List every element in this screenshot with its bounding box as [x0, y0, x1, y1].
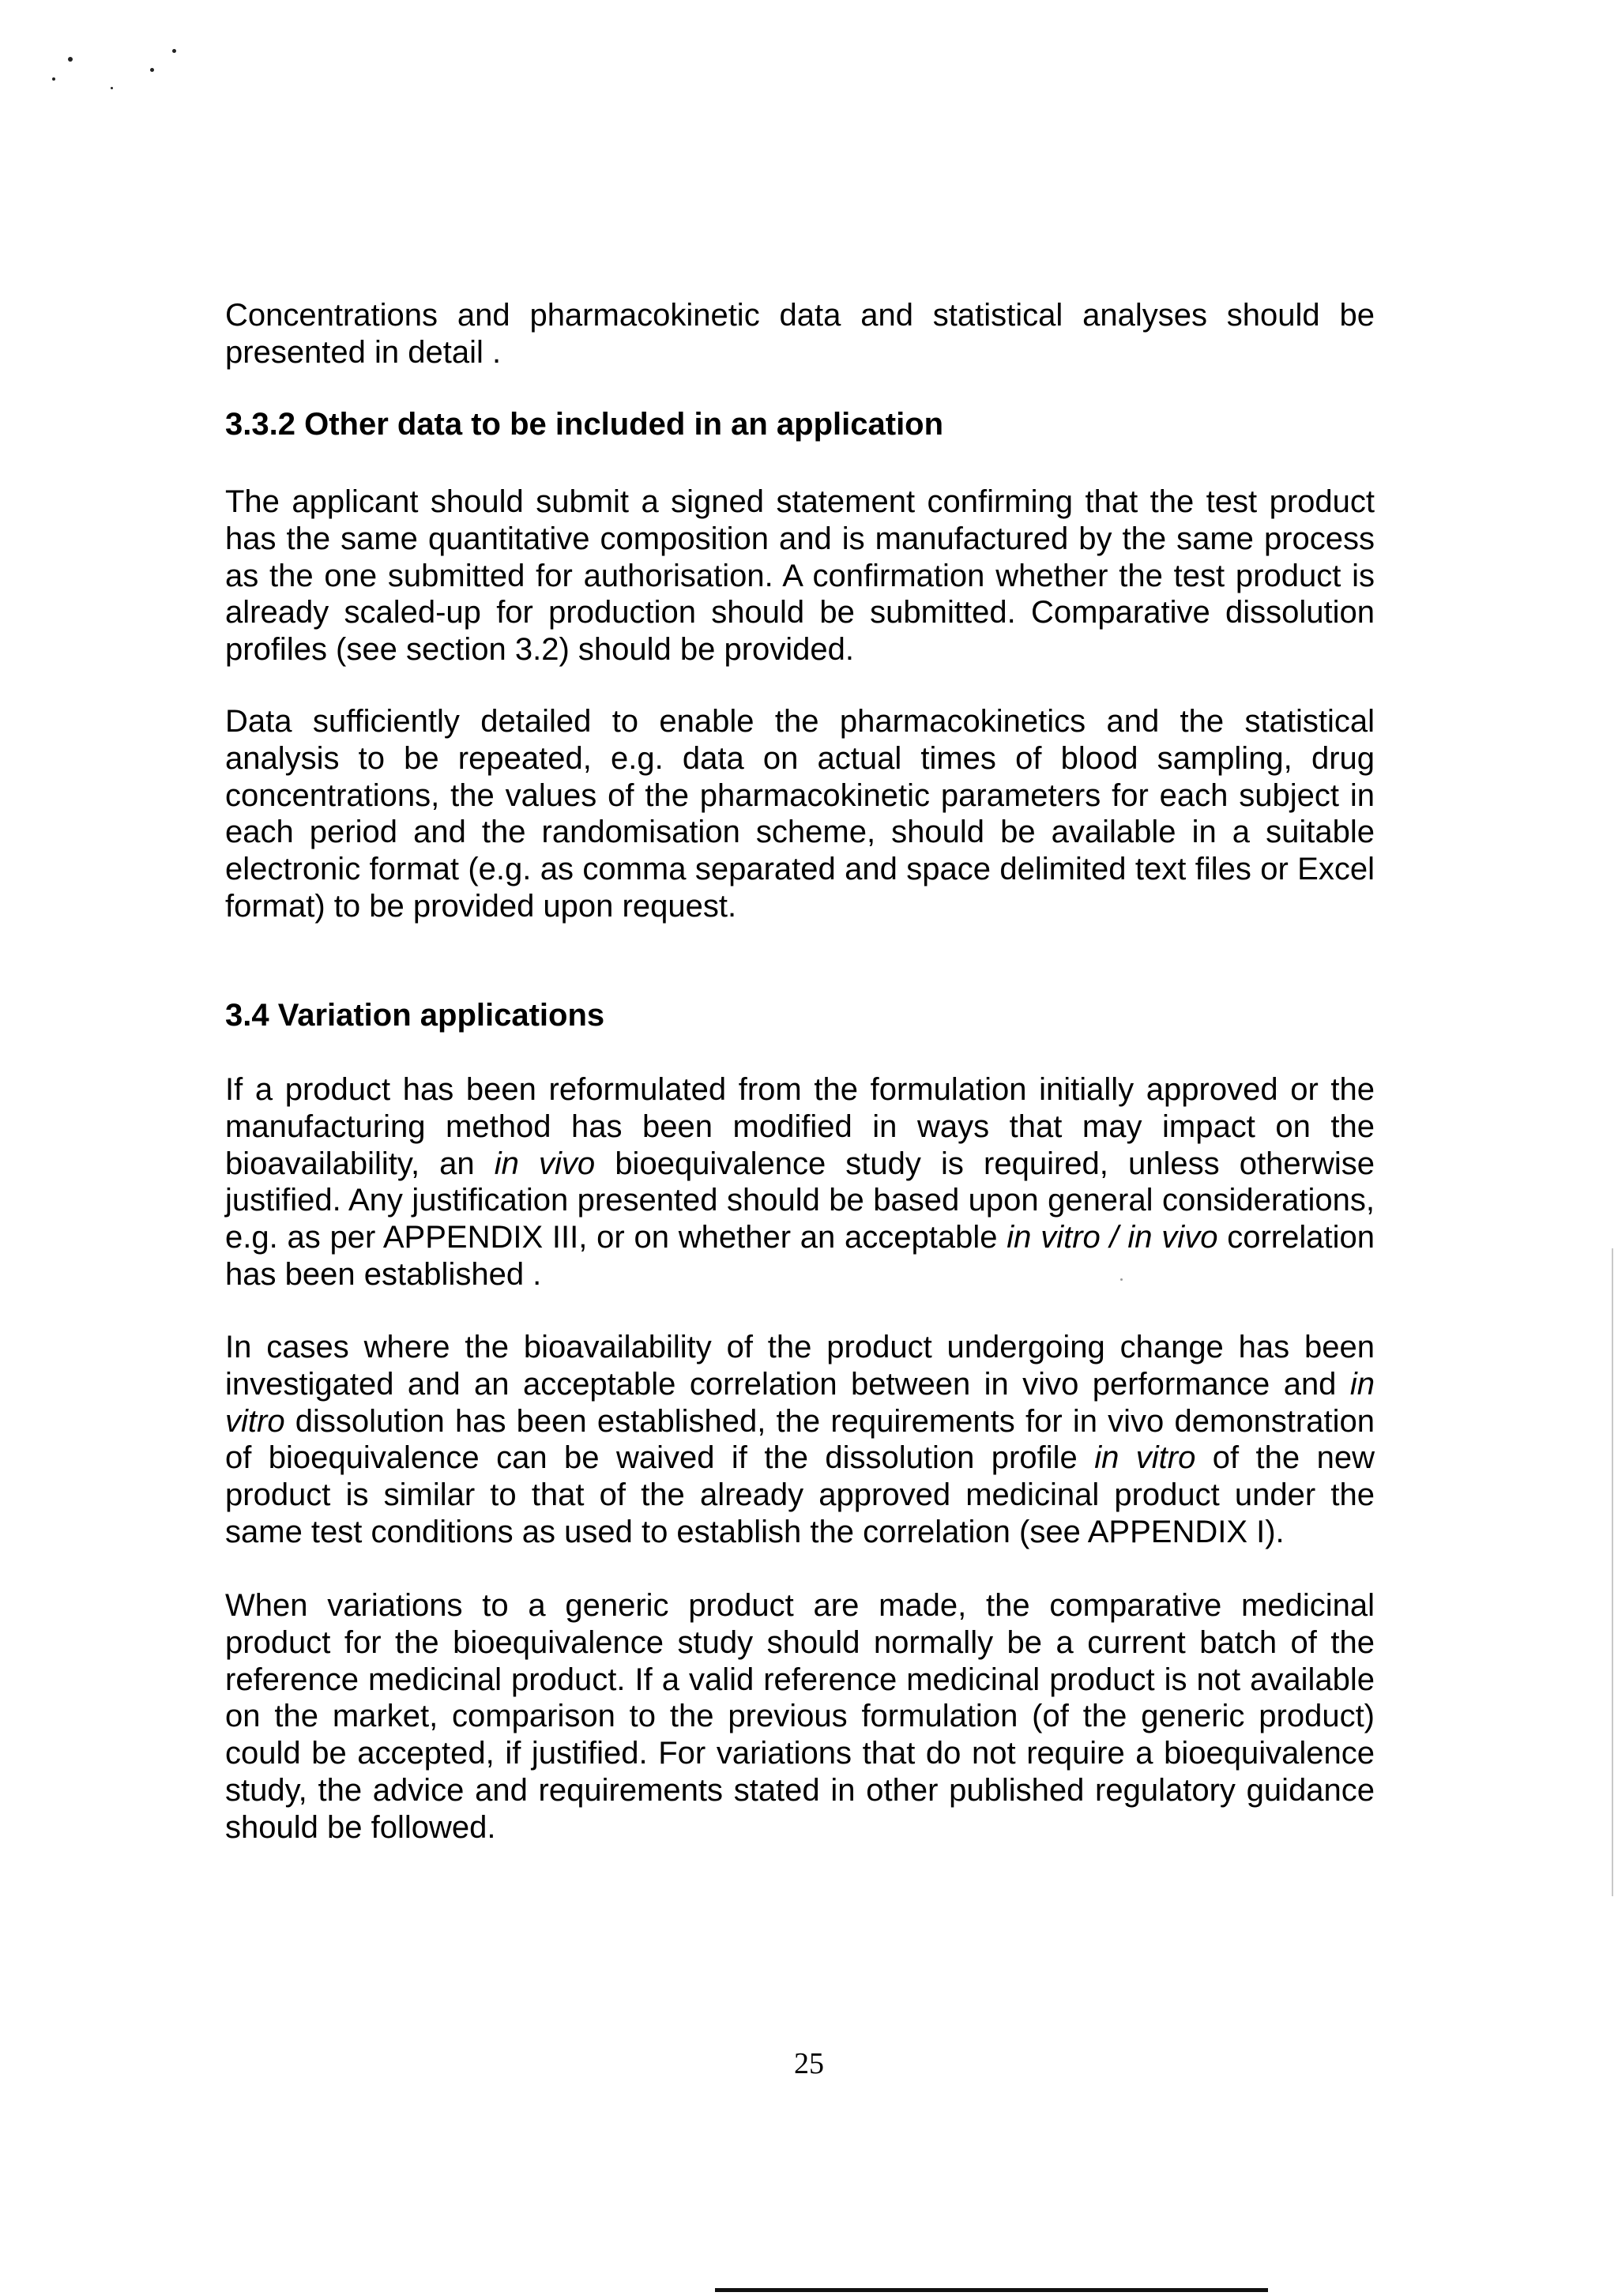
paragraph-text: dissolution has been established, the requirements for in vivo demonstration of bioequivalence can be waived if the dissolution profile [225, 1403, 1375, 1476]
paragraph-text: In cases where the bioavailability of the product undergoing change has been investigated and an acceptable correlation between in vivo performance and [225, 1330, 1375, 1402]
scan-speck [111, 87, 113, 89]
section-3-4-paragraph-2 [225, 1329, 1375, 1551]
paragraph-text: correlation has been established . [225, 1220, 1375, 1292]
italic-term: in vitro [225, 1366, 1375, 1439]
bottom-rule [715, 2288, 1268, 2292]
page-number: 25 [794, 2047, 824, 2080]
section-heading-3-4: 3.4 Variation applications [225, 998, 605, 1033]
italic-term: in vitro / in vivo [1007, 1220, 1218, 1255]
italic-term: in vitro [1094, 1440, 1196, 1476]
paragraph-text: of the new product is similar to that of the already approved medicinal product under the same test conditions as used to establish the correlation (see APPENDIX I). [225, 1440, 1375, 1549]
section-3-3-2-paragraph-1: The applicant should submit a signed statement confirming that the test product has the same quantitative composition and is manufactured by the same process as the one submitted for authorisation. A confirmation whether the test product is already scaled-up for production should be submitted. Comparative dissolution profiles (see section 3.2) should be provided. [225, 484, 1375, 668]
paragraph-text: If a product has been reformulated from the formulation initially approved or the manufacturing method has been modified in ways that may impact on the bioavailability, an [225, 1072, 1375, 1181]
section-heading-3-3-2: 3.3.2 Other data to be included in an application [225, 407, 944, 442]
section-3-4-paragraph-1 [225, 1071, 1375, 1293]
section-3-3-2-paragraph-2: Data sufficiently detailed to enable the pharmacokinetics and the statistical analysis to be repeated, e.g. data on actual times of blood sampling, drug concentrations, the values of the pharmacokinetic parameters for each subject in each period and the randomisation scheme, should be available in a suitable electronic format (e.g. as comma separated and space delimited text files or Excel format) to be provided upon request. [225, 704, 1375, 924]
scan-speck [172, 49, 176, 53]
scan-speck [150, 68, 154, 72]
scan-edge-line [1612, 1248, 1613, 1896]
paragraph-text: bioequivalence study is required, unless otherwise justified. Any justification presented should be based upon general considerations, e.g. as per APPENDIX III, or on whether an acceptable [225, 1146, 1375, 1255]
intro-paragraph: Concentrations and pharmacokinetic data and statistical analyses should be presented in detail . [225, 298, 1375, 370]
section-3-4-paragraph-3: When variations to a generic product are made, the comparative medicinal product for the bioequivalence study should normally be a current batch of the reference medicinal product. If a valid reference medicinal product is not available on the market, comparison to the previous formulation (of the generic product) could be accepted, if justified. For variations that do not require a bioequivalence study, the advice and requirements stated in other published regulatory guidance should be followed. [225, 1588, 1375, 1845]
scan-speck [52, 77, 55, 81]
italic-term: in vivo [494, 1146, 596, 1181]
scan-speck [68, 57, 73, 62]
